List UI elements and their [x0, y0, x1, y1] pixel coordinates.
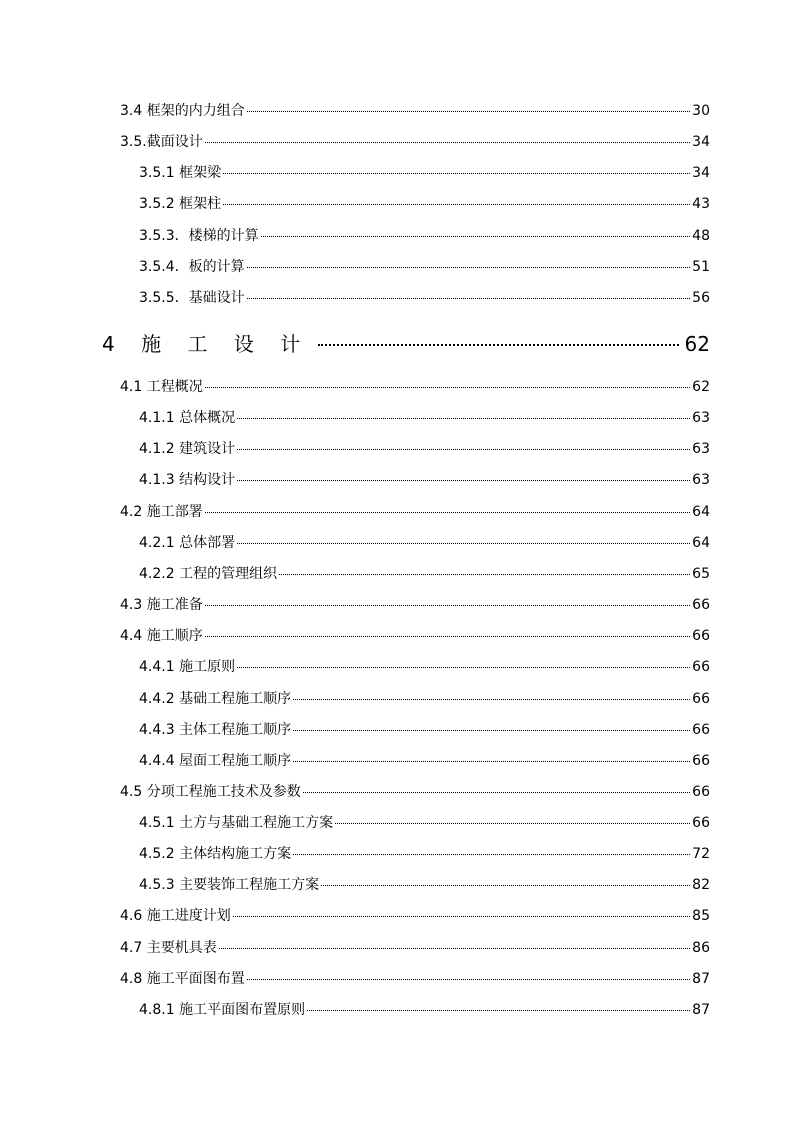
toc-leader	[293, 730, 690, 731]
toc-title: 4.5 分项工程施工技术及参数	[120, 784, 301, 800]
toc-page-number: 86	[692, 940, 710, 956]
toc-page-number: 62	[692, 379, 710, 395]
toc-page-number: 64	[692, 504, 710, 520]
toc-leader	[335, 823, 690, 824]
toc-leader	[205, 605, 690, 606]
toc-leader	[237, 667, 690, 668]
toc-leader	[321, 885, 690, 886]
toc-title: 4.7 主要机具表	[120, 940, 217, 956]
toc-title: 4.6 施工进度计划	[120, 908, 231, 924]
toc-leader	[279, 574, 690, 575]
toc-leader	[247, 267, 691, 268]
toc-page-number: 72	[692, 846, 710, 862]
toc-entry[interactable]	[139, 719, 710, 741]
toc-entry[interactable]	[139, 812, 710, 834]
toc-entry[interactable]	[139, 532, 710, 554]
toc-entry[interactable]	[139, 874, 710, 896]
toc-page-number: 51	[692, 259, 710, 275]
toc-title: 4.2.1 总体部署	[139, 535, 236, 551]
toc-leader	[205, 636, 690, 637]
toc-page-number: 30	[692, 103, 710, 119]
toc-leader	[293, 854, 690, 855]
toc-leader	[237, 543, 690, 544]
toc-page-number: 66	[692, 722, 710, 738]
toc-title: 3.5.1 框架梁	[139, 165, 222, 181]
toc-entry[interactable]	[139, 999, 710, 1021]
toc-page-number: 87	[692, 1002, 710, 1018]
toc-title: 4.1.3 结构设计	[139, 472, 236, 488]
toc-page-number: 87	[692, 971, 710, 987]
toc-entry[interactable]	[139, 407, 710, 429]
toc-leader	[205, 512, 690, 513]
toc-title: 4.4.4 屋面工程施工顺序	[139, 753, 292, 769]
toc-title: 3.5.2 框架柱	[139, 196, 222, 212]
toc-leader	[223, 204, 690, 205]
toc-page-number: 56	[692, 290, 710, 306]
toc-page-number: 34	[692, 165, 710, 181]
toc-title: 3.5.5．基础设计	[139, 290, 245, 306]
toc-page-number: 66	[692, 659, 710, 675]
toc-page-number: 63	[692, 472, 710, 488]
toc-page-number: 62	[684, 332, 710, 356]
toc-title: 4.4.2 基础工程施工顺序	[139, 691, 292, 707]
toc-entry[interactable]	[139, 843, 710, 865]
toc-leader	[318, 344, 678, 346]
toc-entry[interactable]	[139, 193, 710, 215]
toc-title: 4.1.1 总体概况	[139, 410, 236, 426]
toc-entry[interactable]	[120, 100, 710, 122]
toc-title: 4.8.1 施工平面图布置原则	[139, 1002, 306, 1018]
toc-leader	[219, 948, 690, 949]
toc-entry[interactable]	[120, 501, 710, 523]
toc-entry[interactable]	[120, 937, 710, 959]
toc-chapter-entry[interactable]	[102, 328, 710, 358]
toc-title: 4.2 施工部署	[120, 504, 203, 520]
toc-entry[interactable]	[120, 625, 710, 647]
toc-entry[interactable]	[120, 781, 710, 803]
toc-leader	[293, 699, 690, 700]
toc-entry[interactable]	[139, 438, 710, 460]
toc-title: 4.8 施工平面图布置	[120, 971, 245, 987]
toc-page-number: 66	[692, 691, 710, 707]
toc-entry[interactable]	[139, 287, 710, 309]
toc-entry[interactable]	[120, 376, 710, 398]
toc-leader	[247, 979, 690, 980]
toc-page-number: 85	[692, 908, 710, 924]
toc-entry[interactable]	[139, 162, 710, 184]
toc-entry[interactable]	[139, 750, 710, 772]
toc-entry[interactable]	[120, 905, 710, 927]
toc-title: 4.4.3 主体工程施工顺序	[139, 722, 292, 738]
toc-entry[interactable]	[139, 256, 710, 278]
toc-title: 4.1 工程概况	[120, 379, 203, 395]
toc-leader	[223, 173, 690, 174]
toc-page-number: 66	[692, 784, 710, 800]
toc-leader	[261, 236, 691, 237]
toc-leader	[247, 111, 690, 112]
toc-page-number: 48	[692, 228, 710, 244]
toc-page-number: 63	[692, 441, 710, 457]
toc-title: 3.5.3．楼梯的计算	[139, 228, 259, 244]
toc-title: 4.3 施工准备	[120, 597, 203, 613]
toc-leader	[307, 1010, 690, 1011]
toc-leader	[237, 418, 690, 419]
toc-title: 4.4 施工顺序	[120, 628, 203, 644]
toc-leader	[293, 761, 690, 762]
toc-title: 4.1.2 建筑设计	[139, 441, 236, 457]
toc-page-number: 34	[692, 134, 710, 150]
toc-title: 4.4.1 施工原则	[139, 659, 236, 675]
toc-entry[interactable]	[120, 594, 710, 616]
toc-title: 4.2.2 工程的管理组织	[139, 566, 278, 582]
toc-entry[interactable]	[139, 225, 710, 247]
toc-leader	[247, 298, 691, 299]
toc-page-number: 66	[692, 815, 710, 831]
toc-title: 3.5.4．板的计算	[139, 259, 245, 275]
toc-leader	[233, 916, 690, 917]
toc-chapter-title: 4 施 工 设 计	[102, 332, 311, 356]
toc-leader	[237, 480, 690, 481]
toc-page-number: 63	[692, 410, 710, 426]
toc-entry[interactable]	[139, 688, 710, 710]
toc-page-number: 43	[692, 196, 710, 212]
toc-entry[interactable]	[139, 656, 710, 678]
toc-page-number: 66	[692, 753, 710, 769]
toc-entry[interactable]	[139, 563, 710, 585]
toc-page-number: 66	[692, 628, 710, 644]
toc-leader	[205, 387, 690, 388]
toc-entry[interactable]	[120, 968, 710, 990]
toc-page-number: 66	[692, 597, 710, 613]
toc-title: 3.4 框架的内力组合	[120, 103, 245, 119]
toc-page-number: 65	[692, 566, 710, 582]
toc-title: 4.5.1 土方与基础工程施工方案	[139, 815, 334, 831]
toc-entry[interactable]	[120, 131, 710, 153]
toc-leader	[237, 449, 690, 450]
toc-title: 3.5.截面设计	[120, 134, 203, 150]
toc-page-number: 82	[692, 877, 710, 893]
toc-title: 4.5.3 主要装饰工程施工方案	[139, 877, 320, 893]
toc-leader	[205, 142, 690, 143]
toc-page-number: 64	[692, 535, 710, 551]
toc-entry[interactable]	[139, 469, 710, 491]
toc-title: 4.5.2 主体结构施工方案	[139, 846, 292, 862]
toc-leader	[303, 792, 690, 793]
